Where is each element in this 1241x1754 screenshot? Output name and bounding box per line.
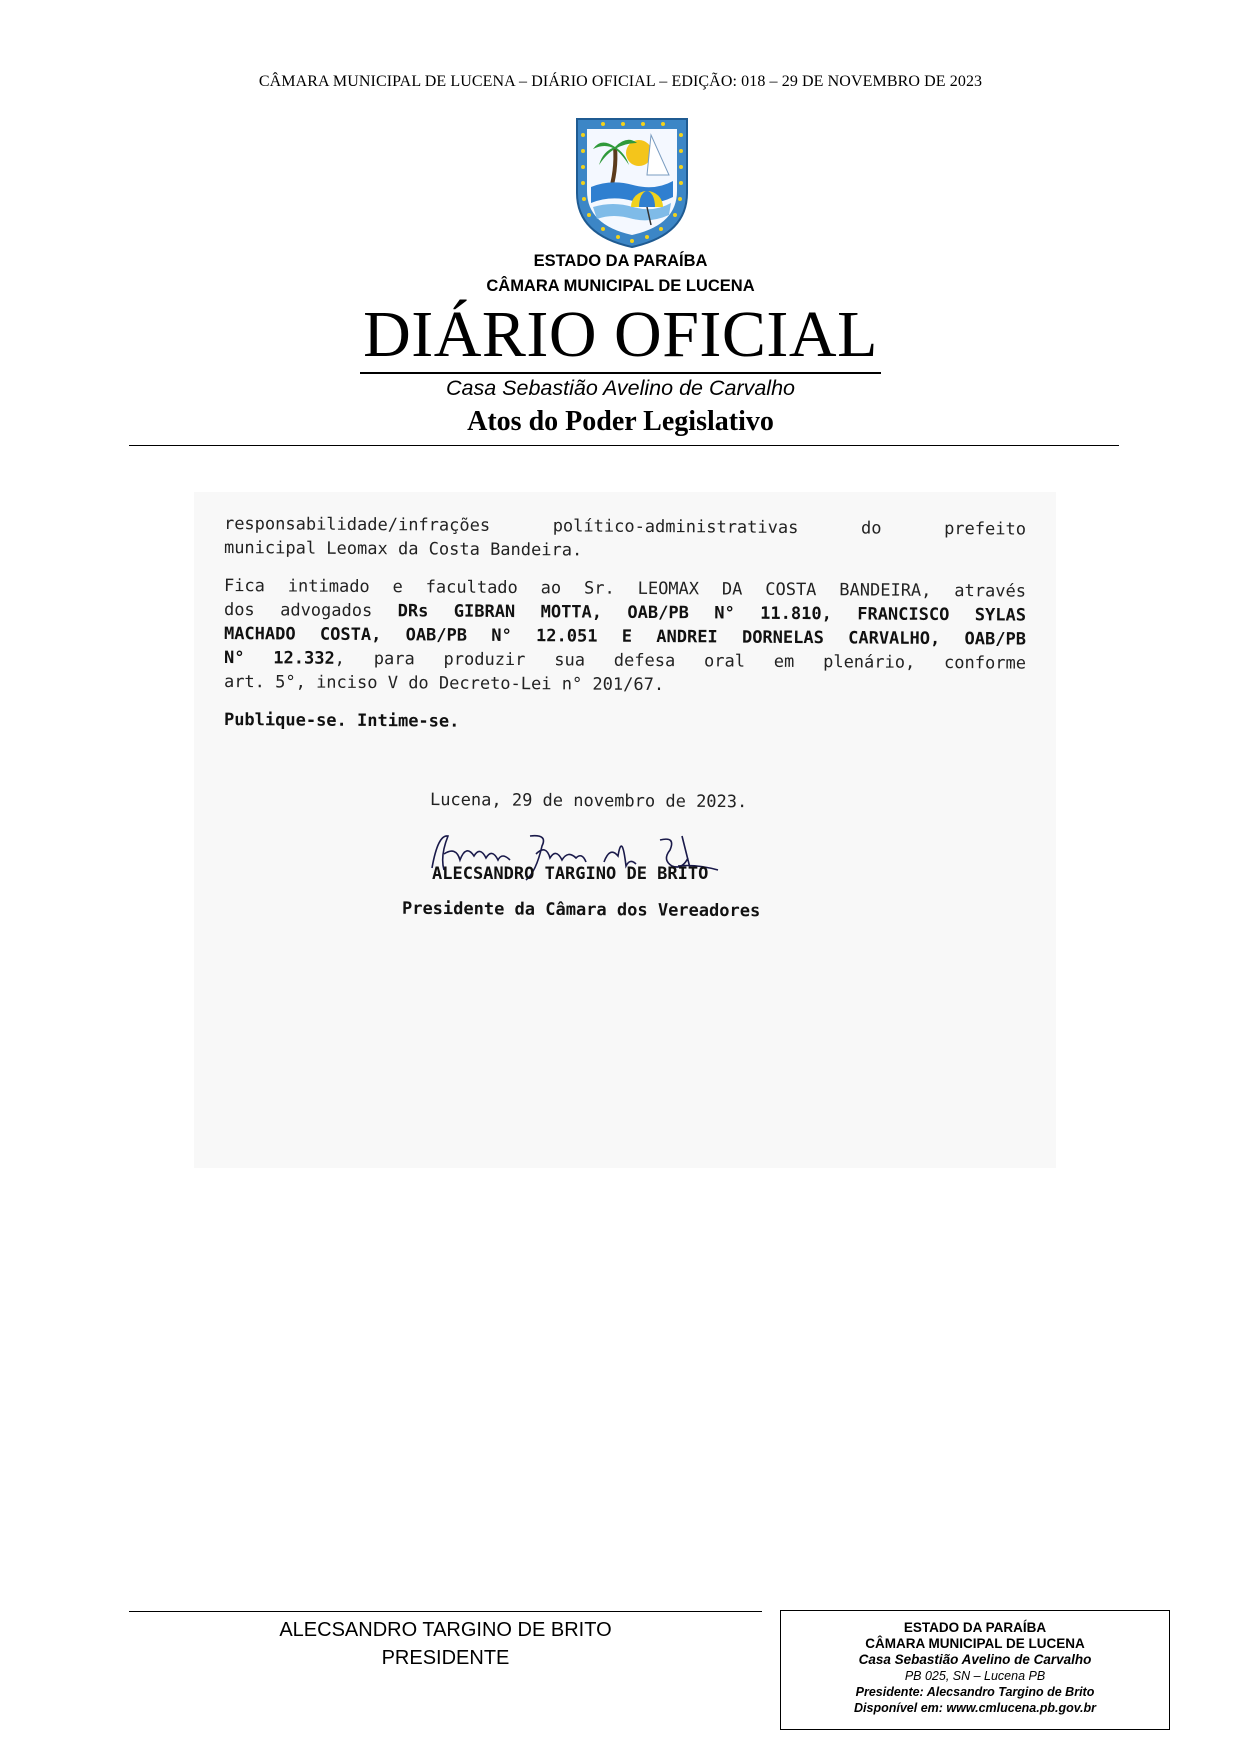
journal-title: [0, 298, 1241, 374]
scan-date: Lucena, 29 de novembro de 2023.: [429, 790, 748, 813]
scan-line-1: responsabilidade/infrações político-administrativas do prefeito: [223, 514, 1027, 540]
scan-line-3: Fica intimado e facultado ao Sr. LEOMAX DA COSTA BANDEIRA, através: [223, 576, 1027, 602]
scan-line-6: [224, 648, 1026, 674]
running-header: CÂMARA MUNICIPAL DE LUCENA – DIÁRIO OFICIAL – EDIÇÃO: 018 – 29 DE NOVEMBRO DE 2023: [258, 73, 983, 90]
signer-role: Presidente da Câmara dos Vereadores: [401, 898, 761, 922]
scanned-document: [194, 492, 1056, 1168]
footer-box-state: ESTADO DA PARAÍBA: [903, 1620, 1047, 1635]
footer-info-box: [780, 1610, 1170, 1730]
scan-line-4-plain: dos advogados: [223, 600, 398, 622]
footer-box-chamber: CÂMARA MUNICIPAL DE LUCENA: [865, 1636, 1085, 1651]
scan-line-2: municipal Leomax da Costa Bandeira.: [223, 538, 583, 561]
scan-line-6-plain: , para produzir sua defesa oral em plenário, conforme: [334, 648, 1027, 674]
section-title: Atos do Poder Legislativo: [467, 406, 774, 437]
footer-box-address: PB 025, SN – Lucena PB: [904, 1669, 1046, 1683]
signer-name: ALECSANDRO TARGINO DE BRITO: [432, 864, 709, 884]
footer-divider: [129, 1611, 762, 1612]
house-name: Casa Sebastião Avelino de Carvalho: [446, 376, 795, 400]
scan-line-5: MACHADO COSTA, OAB/PB N° 12.051 E ANDREI DORNELAS CARVALHO, OAB/PB: [223, 624, 1027, 650]
scan-line-7: art. 5°, inciso V do Decreto-Lei n° 201/67.: [223, 672, 665, 696]
masthead-state: ESTADO DA PARAÍBA: [533, 252, 708, 270]
scan-line-8: Publique-se. Intime-se.: [223, 710, 460, 732]
scan-line-4-bold: DRs GIBRAN MOTTA, OAB/PB N° 11.810, FRANCISCO SYLAS: [397, 601, 1027, 626]
masthead-chamber: CÂMARA MUNICIPAL DE LUCENA: [486, 277, 755, 295]
scan-line-6-bold: N° 12.332: [223, 648, 335, 669]
footer-box-available: Disponível em: www.cmlucena.pb.gov.br: [854, 1701, 1096, 1715]
footer-signer-role: PRESIDENTE: [381, 1647, 510, 1669]
header-divider: [129, 445, 1119, 446]
scan-line-4: [224, 600, 1026, 626]
footer-signer-name: ALECSANDRO TARGINO DE BRITO: [279, 1619, 612, 1641]
municipal-crest-icon: [573, 115, 691, 251]
footer-box-house: Casa Sebastião Avelino de Carvalho: [858, 1652, 1092, 1667]
footer-box-president: Presidente: Alecsandro Targino de Brito: [855, 1685, 1095, 1699]
journal-title-text: DIÁRIO OFICIAL: [360, 302, 881, 374]
